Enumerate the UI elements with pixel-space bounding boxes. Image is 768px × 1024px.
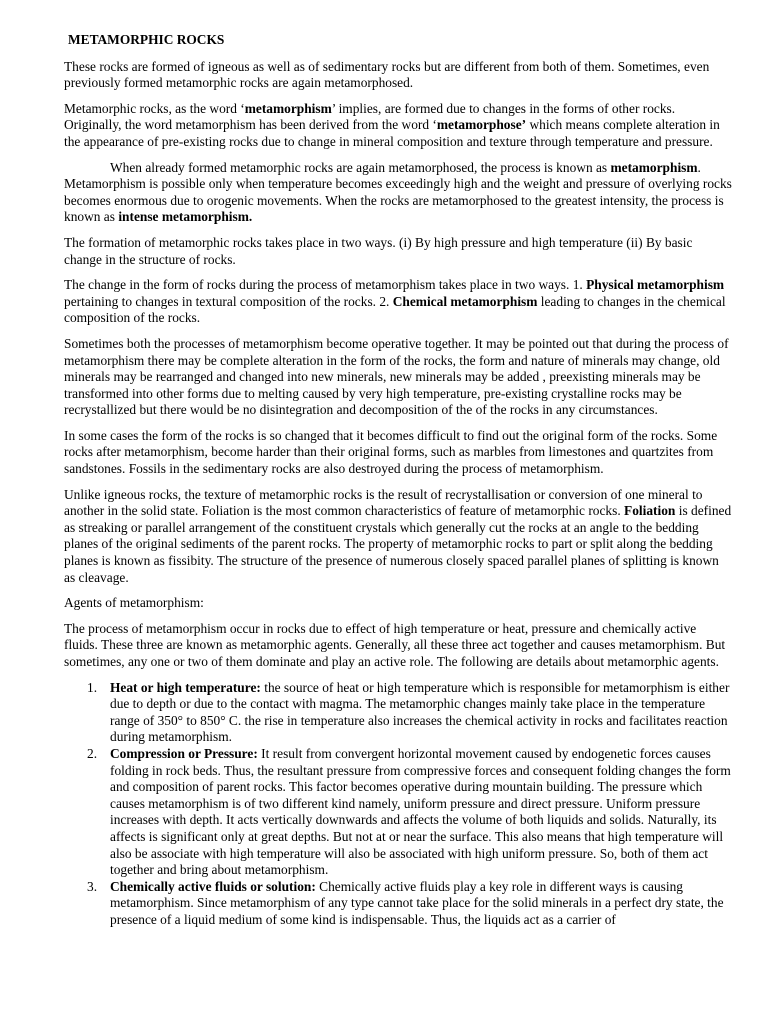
text: The formation of metamorphic rocks takes place in two ways. (i) By high pressure and high temperature (ii) By basic change in the structure of rocks.: [64, 234, 693, 267]
paragraph-remetamorphism: [64, 160, 732, 226]
list-item-body: Chemically active fluids play a key role in different ways is causing metamorphism. Since metamorphism of any type cannot take place for the solid minerals in a perfect dry state, the presence of a liquid medium of some kind is indispensable. Thus, the liquids act as a carrier of: [110, 878, 724, 927]
text: Metamorphic rocks, as the word ‘: [64, 100, 245, 116]
document-page: [64, 32, 732, 929]
bold-term: Chemical metamorphism: [392, 293, 538, 309]
list-item-heading: Heat or high temperature:: [110, 679, 261, 695]
paragraph-intro: [64, 59, 732, 92]
paragraph-foliation: [64, 487, 732, 587]
bold-term: metamorphose’: [436, 117, 527, 133]
bold-term: metamorphism: [610, 159, 698, 175]
text: Agents of metamorphism:: [64, 595, 204, 611]
text: leading to changes in the chemical composition of the rocks.: [64, 293, 726, 326]
list-number: 1.: [87, 679, 98, 695]
list-item-body: It result from convergent horizontal movement caused by endogenetic forces causes folding in rock beds. Thus, the resultant pressure from compressive forces and consequent folding changes the form and composition of parent rocks. This factor becomes operative during mountain building. The pressure which causes metamorphism is of two different kind namely, uniform pressure and direct pressure. Uniform pressure increases with depth. It acts vertically downwards and affects the volume of both liquids and solids. Naturally, its affects is significant only at great depths. But not at or near the surface. This also means that high temperature will also be associate with high temperature will also be associated with high uniform pressure. So, both of them act together and bring about metamorphism.: [110, 745, 731, 878]
paragraph-definition: [64, 101, 732, 151]
bold-term: intense metamorphism.: [118, 209, 253, 225]
list-item-body: the source of heat or high temperature which is responsible for metamorphism is either due to depth or due to the contact with magma. The metamorphic changes mainly take place in the temperature range of 350° to 850° C. the rise in temperature also increases the chemical activity in rocks and facilitates reaction during metamorphism.: [110, 679, 730, 745]
text: The process of metamorphism occur in rocks due to effect of high temperature or heat, pressure and chemically active fluids. These three are known as metamorphic agents. Generally, all these three act together and causes metamorphism. But sometimes, any one or two of them dominate and play an active role. The following are details about metamorphic agents.: [64, 620, 726, 669]
paragraph-changes: [64, 428, 732, 478]
list-number: 3.: [87, 878, 98, 894]
bold-term: metamorphism: [244, 100, 332, 116]
list-item: [64, 680, 732, 746]
paragraph-intro-text: These rocks are formed of igneous as well as of sedimentary rocks but are different from both of them. Sometimes, even previously formed metamorphic rocks are again metamorphosed.: [64, 58, 710, 91]
paragraph-processes: [64, 336, 732, 419]
text: When already formed metamorphic rocks are again metamorphosed, the process is known as: [110, 159, 611, 175]
section-heading-agents: [64, 595, 732, 612]
list-item-heading: Compression or Pressure:: [110, 745, 258, 761]
agents-list: [64, 680, 732, 929]
text: . Metamorphism is possible only when temperature becomes exceedingly high and the weight and pressure of overlying rocks becomes enormous due to orogenic movements. When the rocks are metamorphosed to the greatest intensity, the process is known as: [64, 159, 732, 225]
paragraph-two-ways: [64, 277, 732, 327]
text: is defined as streaking or parallel arrangement of the constituent crystals which generally cut the rocks at an angle to the bedding planes of the original sediments of the parent rocks. The property of metamorphic rocks to part or split along the bedding planes is known as fissibity. The structure of the presence of numerous closely spaced parallel planes of splitting is known as cleavage.: [64, 503, 732, 585]
list-item: [64, 746, 732, 879]
list-item-heading: Chemically active fluids or solution:: [110, 878, 316, 894]
text: The change in the form of rocks during the process of metamorphism takes place in two ways. 1.: [64, 277, 587, 293]
list-item: [64, 879, 732, 929]
document-title: METAMORPHIC ROCKS: [68, 32, 225, 47]
bold-term: Physical metamorphism: [586, 277, 725, 293]
text: Sometimes both the processes of metamorphism become operative together. It may be pointed out that during the process of metamorphism there may be complete alteration in the form of the rocks, the form and nature of minerals may change, old minerals may be rearranged and changed into new minerals, new minerals may be added , preexisting minerals may be transformed into other forms due to melting caused by very high temperature, pre-existing crystalline rocks may be recrystallized but there would be no disintegration and decomposition of the of the rocks in any circumstances.: [64, 335, 729, 418]
text: pertaining to changes in textural composition of the rocks. 2.: [64, 293, 393, 309]
paragraph-formation: [64, 235, 732, 268]
list-number: 2.: [87, 745, 98, 761]
text: Unlike igneous rocks, the texture of metamorphic rocks is the result of recrystallisation or conversion of one mineral to another in the solid state. Foliation is the most common characteristics of feature of metamorphic rocks.: [64, 486, 703, 519]
paragraph-agents: [64, 621, 732, 671]
bold-term: Foliation: [624, 503, 676, 519]
text: which means complete alteration in the appearance of pre-existing rocks due to change in mineral composition and texture through temperature and pressure.: [64, 117, 720, 149]
text: In some cases the form of the rocks is so changed that it becomes difficult to find out the original form of the rocks. Some rocks after metamorphism, become harder than their original forms, such as marbles from limestones and quartzites from sandstones. Fossils in the sedimentary rocks are also destroyed during the process of metamorphism.: [64, 427, 718, 477]
text: ’ implies, are formed due to changes in the forms of other rocks. Originally, the word metamorphism has been derived from the word ‘: [64, 100, 676, 133]
